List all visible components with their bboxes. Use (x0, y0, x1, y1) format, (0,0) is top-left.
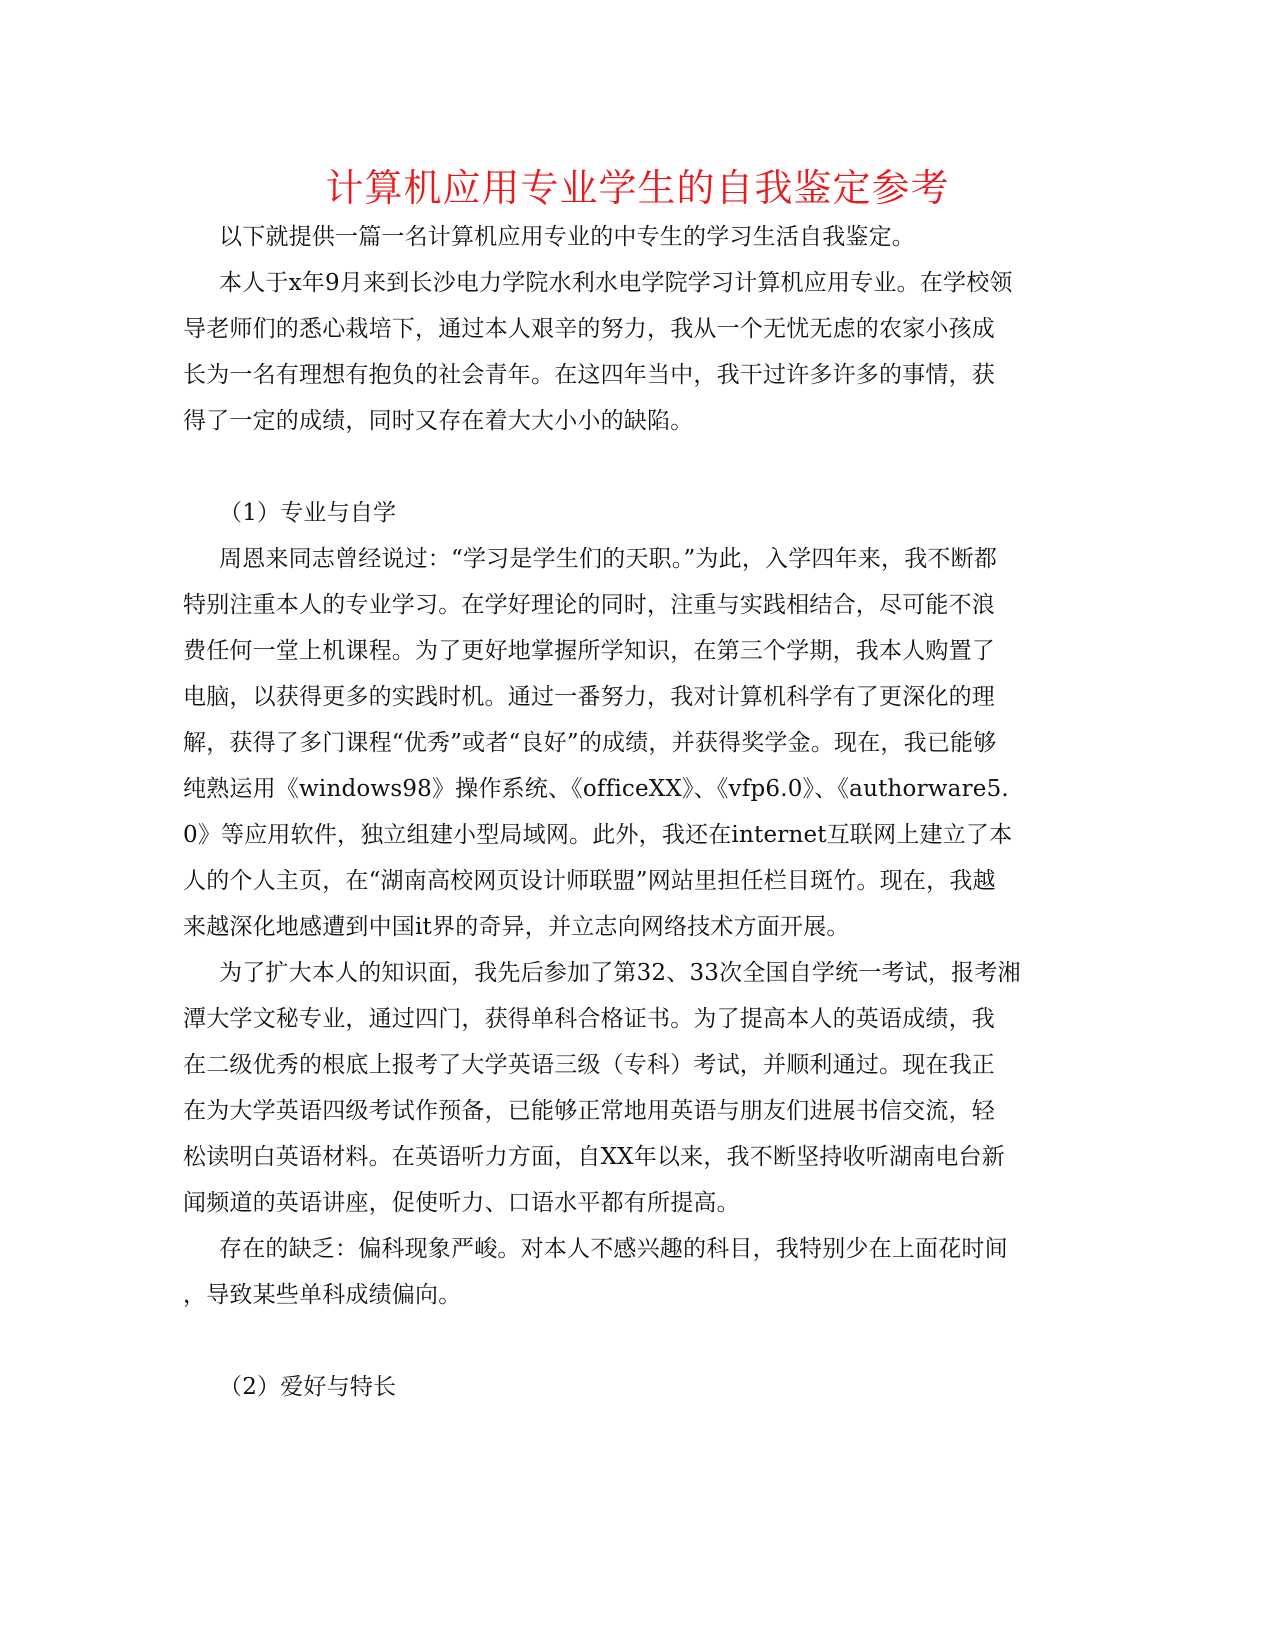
paragraph-line: 来越深化地感遭到中国it界的奇异，并立志向网络技术方面开展。 (183, 914, 850, 940)
paragraph-line: 导老师们的悉心栽培下，通过本人艰辛的努力，我从一个无忧无虑的农家小孩成 (183, 316, 995, 342)
paragraph-line: 为了扩大本人的知识面，我先后参加了第32、33次全国自学统一考试，报考湘 (219, 960, 1021, 986)
paragraph-line: 松读明白英语材料。在英语听力方面，自XX年以来，我不断坚持收听湖南电台新 (183, 1144, 1005, 1170)
paragraph-line: 电脑，以获得更多的实践时机。通过一番努力，我对计算机科学有了更深化的理 (183, 684, 995, 710)
paragraph-line: 周恩来同志曾经说过：“学习是学生们的天职。”为此，入学四年来，我不断都 (219, 546, 998, 572)
section-heading: （1）专业与自学 (219, 500, 397, 526)
paragraph-line: 存在的缺乏：偏科现象严峻。对本人不感兴趣的科目，我特别少在上面花时间 (219, 1236, 1008, 1262)
paragraph-line: 解，获得了多门课程“优秀”或者“良好”的成绩，并获得奖学金。现在，我已能够 (183, 730, 997, 756)
paragraph-line: 本人于x年9月来到长沙电力学院水利水电学院学习计算机应用专业。在学校领 (219, 270, 1013, 296)
paragraph-line: 费任何一堂上机课程。为了更好地掌握所学知识，在第三个学期，我本人购置了 (183, 638, 995, 664)
paragraph-line: 0》等应用软件，独立组建小型局域网。此外，我还在internet互联网上建立了本 (183, 822, 1013, 848)
paragraph-line: 在为大学英语四级考试作预备，已能够正常地用英语与朋友们进展书信交流，轻 (183, 1098, 995, 1124)
paragraph-line: 人的个人主页，在“湖南高校网页设计师联盟”网站里担任栏目斑竹。现在，我越 (183, 868, 996, 894)
paragraph-line: 得了一定的成绩，同时又存在着大大小小的缺陷。 (183, 408, 694, 434)
document-title: 计算机应用专业学生的自我鉴定参考 (325, 166, 950, 210)
paragraph-line: 长为一名有理想有抱负的社会青年。在这四年当中，我干过许多许多的事情，获 (183, 362, 995, 388)
paragraph-line: 闻频道的英语讲座，促使听力、口语水平都有所提高。 (183, 1190, 740, 1216)
paragraph-line: 在二级优秀的根底上报考了大学英语三级（专科）考试，并顺利通过。现在我正 (183, 1052, 995, 1078)
intro-line: 以下就提供一篇一名计算机应用专业的中专生的学习生活自我鉴定。 (219, 224, 915, 250)
paragraph-line: ，导致某些单科成绩偏向。 (183, 1282, 462, 1308)
paragraph-line: 特别注重本人的专业学习。在学好理论的同时，注重与实践相结合，尽可能不浪 (183, 592, 995, 618)
paragraph-line: 潭大学文秘专业，通过四门，获得单科合格证书。为了提高本人的英语成绩，我 (183, 1006, 995, 1032)
paragraph-line: 纯熟运用《windows98》操作系统、《officeXX》、《vfp6.0》、《authorware5. (183, 776, 1009, 802)
section-heading: （2）爱好与特长 (219, 1374, 397, 1400)
